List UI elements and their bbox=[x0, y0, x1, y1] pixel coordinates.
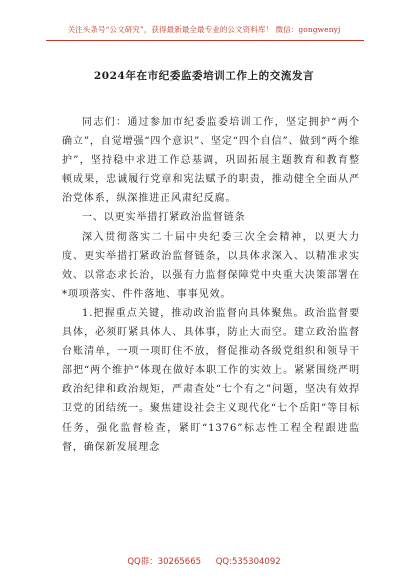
document-title: 2024年在市纪委监委培训工作上的交流发言 bbox=[93, 70, 315, 82]
body-paragraph: 深入贯彻落实二十届中央纪委三次全会精神，以更大力度、更实举措打紧政治监督链条，以具体求深入、以精准求实效、以常态求长治，以强有力监督保障党中央重大决策部署在*项项落实、件件落地、事事见效。 bbox=[62, 231, 360, 300]
section-heading: 一、以更实举措打紧政治监督链条 bbox=[82, 212, 246, 224]
header-divider bbox=[46, 40, 364, 41]
qq-contact-label: QQ:535304092 bbox=[215, 557, 281, 567]
promo-header: 关注头条号“公文研究”，获得最新最全最专业的公文资料库！ 微信：gongwenyj bbox=[67, 25, 341, 34]
document-body bbox=[62, 113, 360, 457]
qq-group-label: QQ群：30265665 bbox=[127, 557, 202, 567]
greeting-paragraph: 同志们：通过参加市纪委监委培训工作，坚定拥护“两个确立”，自觉增强“四个意识”、坚定“四个自信”、做到“两个维护”，坚持稳中求进工作总基调，巩固拓展主题教育和教育整顿成果，忠诚履行党章和宪法赋予的职责，推动健全全面从严治党体系，纵深推进正风肃纪反腐。 bbox=[62, 117, 360, 205]
contact-footer bbox=[0, 555, 408, 567]
body-paragraph: 1.把握重点关键，推动政治监督向具体聚焦。政治监督要具体，必须盯紧具体人、具体事，防止大而空。建立政治监督台账清单，一项一项盯住不放，督促推动各级党组织和领导干部把“两个维护”体现在做好本职工作的实效上。紧紧围绕严明政治纪律和政治规矩，严肃查处“七个有之”问题，坚决有效捍卫党的团结统一。聚焦建设社会主义现代化“七个岳阳”等目标任务，强化监督检查，紧盯“1376”标志性工程全程跟进监督，确保新发展理念 bbox=[62, 307, 360, 453]
